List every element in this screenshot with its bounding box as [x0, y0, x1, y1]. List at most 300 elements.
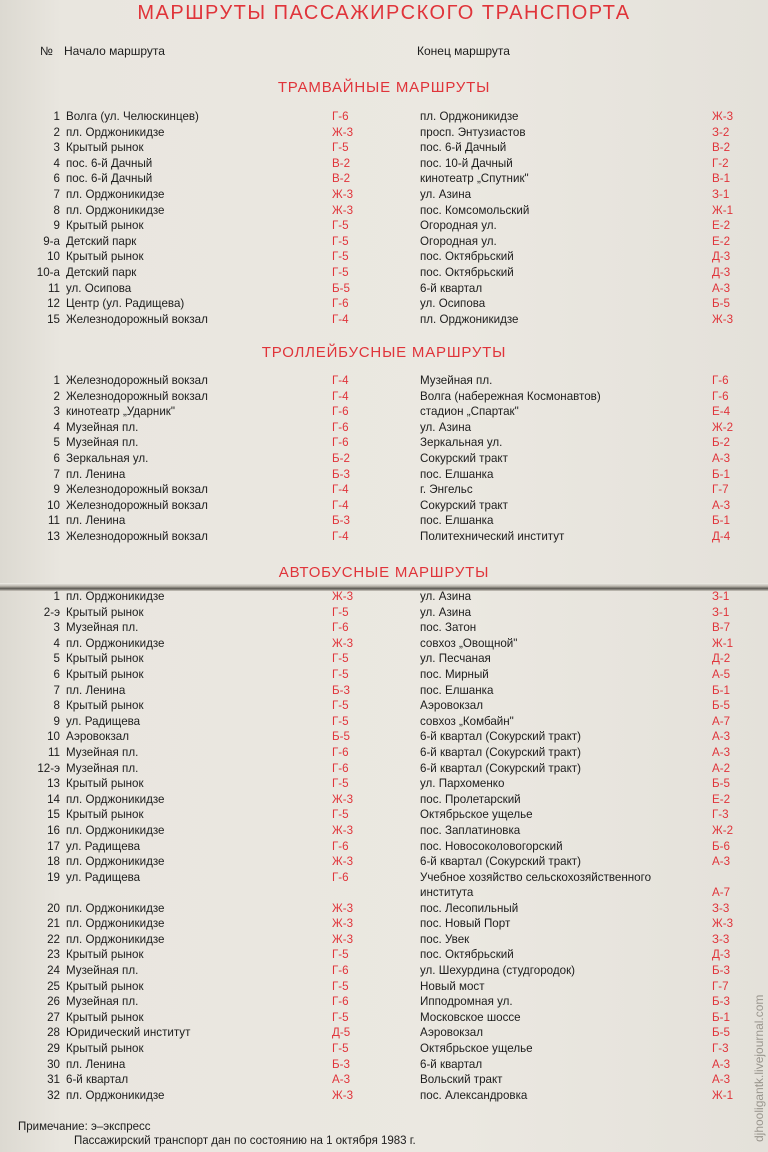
route-number: 11	[47, 745, 60, 759]
route-start-grid: Ж-3	[332, 855, 354, 869]
route-end: пос. Елшанка	[420, 467, 494, 481]
route-start: пл. Орджоникидзе	[66, 590, 165, 603]
route-start: Крытый рынок	[66, 667, 144, 681]
route-end-grid: Ж-2	[712, 420, 734, 434]
page-title: МАРШРУТЫ ПАССАЖИРСКОГО ТРАНСПОРТА	[137, 2, 631, 24]
route-end: Октябрьское ущелье	[420, 1042, 533, 1056]
route-end: совхоз „Комбайн"	[420, 714, 514, 728]
route-row	[0, 451, 768, 467]
route-end-grid: Д-3	[712, 265, 731, 279]
route-start-grid: Д-5	[332, 1026, 351, 1040]
route-number: 22	[47, 932, 60, 946]
route-end-grid: А-3	[712, 745, 731, 759]
route-number: 15	[47, 808, 60, 822]
route-end-grid: З-1	[712, 187, 730, 201]
route-row	[0, 1025, 768, 1041]
route-number: 28	[47, 1026, 60, 1040]
route-start-grid: Г-5	[332, 250, 349, 264]
route-start: ул. Осипова	[66, 281, 132, 295]
route-number: 32	[47, 1088, 60, 1102]
route-end: 6-й квартал (Сокурский тракт)	[420, 745, 581, 759]
route-start-grid: Г-5	[332, 1042, 349, 1056]
route-start: пл. Орджоникидзе	[66, 636, 165, 650]
route-end: 6-й квартал (Сокурский тракт)	[420, 730, 581, 744]
route-number: 23	[47, 948, 60, 962]
route-end-grid: З-2	[712, 125, 730, 139]
route-row	[0, 420, 768, 436]
route-row	[0, 373, 768, 389]
route-row	[0, 467, 768, 483]
route-end: совхоз „Овощной"	[420, 636, 518, 650]
route-start-grid: Г-4	[332, 389, 349, 403]
route-start: Детский парк	[66, 265, 137, 279]
route-end: пос. Заплатиновка	[420, 823, 521, 837]
route-row	[0, 605, 768, 621]
route-end-grid: Ж-1	[712, 636, 734, 650]
route-start-grid: Г-6	[332, 870, 349, 884]
route-start: Музейная пл.	[66, 420, 139, 434]
route-start-grid: Б-5	[332, 730, 350, 744]
route-number: 21	[47, 917, 60, 931]
route-end: Новый мост	[420, 979, 485, 993]
route-start-grid: Г-6	[332, 420, 349, 434]
route-number: 26	[47, 995, 60, 1009]
route-start-grid: Г-4	[332, 374, 349, 387]
route-number: 15	[47, 312, 60, 326]
route-number: 2	[53, 389, 60, 403]
route-row	[0, 1088, 768, 1104]
route-end: Волга (набережная Космонавтов)	[420, 389, 601, 403]
route-row	[0, 683, 768, 699]
route-end: пос. Пролетарский	[420, 792, 521, 806]
route-start-grid: Г-6	[332, 839, 349, 853]
route-end-grid: Ж-3	[712, 917, 734, 931]
route-end: Ипподромная ул.	[420, 995, 513, 1009]
route-number: 6	[53, 451, 60, 465]
route-row	[0, 389, 768, 405]
route-start: пл. Орджоникидзе	[66, 125, 165, 139]
route-end-grid: Б-5	[712, 1026, 730, 1040]
route-number: 7	[53, 683, 60, 697]
route-start-grid: Г-5	[332, 141, 349, 155]
route-start: Музейная пл.	[66, 964, 139, 978]
route-start: Аэровокзал	[66, 730, 130, 744]
route-start: пл. Орджоникидзе	[66, 901, 165, 915]
route-start-grid: Ж-3	[332, 932, 354, 946]
route-row	[0, 807, 768, 823]
route-start-grid: Г-5	[332, 777, 349, 791]
route-row	[0, 761, 768, 777]
route-number: 3	[53, 141, 60, 155]
trolley-routes-table	[0, 373, 768, 545]
route-end-grid: Б-1	[712, 1010, 730, 1024]
route-number: 12	[47, 297, 60, 311]
trolley-section-heading: ТРОЛЛЕЙБУСНЫЕ МАРШРУТЫ	[261, 344, 507, 361]
route-end-grid: Ж-2	[712, 823, 734, 837]
route-row	[0, 823, 768, 839]
route-end-grid: Б-1	[712, 514, 730, 528]
route-end: кинотеатр „Спутник"	[420, 172, 529, 186]
route-row	[0, 870, 768, 901]
route-start: Музейная пл.	[66, 745, 139, 759]
route-row	[0, 714, 768, 730]
route-start: 6-й квартал	[66, 1073, 129, 1087]
route-start: пл. Орджоникидзе	[66, 203, 165, 217]
route-end-grid: Г-3	[712, 808, 729, 822]
route-number: 2-э	[43, 605, 60, 619]
route-row	[0, 140, 768, 156]
route-end: пл. Орджоникидзе	[420, 312, 519, 326]
route-end: пл. Орджоникидзе	[420, 110, 519, 123]
route-start-grid: Г-6	[332, 745, 349, 759]
route-row	[0, 1041, 768, 1057]
route-end-grid: Г-6	[712, 374, 729, 387]
route-end-grid: Б-6	[712, 839, 730, 853]
route-start-grid: Ж-3	[332, 792, 354, 806]
route-start: пл. Орджоникидзе	[66, 917, 165, 931]
route-row	[0, 745, 768, 761]
route-row	[0, 218, 768, 234]
route-start: Крытый рынок	[66, 141, 144, 155]
route-row	[0, 513, 768, 529]
route-end-grid: Е-2	[712, 234, 731, 248]
route-start: Железнодорожный вокзал	[66, 374, 208, 387]
route-number: 9	[53, 219, 60, 233]
route-end-grid: Д-3	[712, 250, 731, 264]
route-row	[0, 265, 768, 281]
route-number: 4	[53, 156, 60, 170]
route-number: 6	[53, 667, 60, 681]
route-row	[0, 404, 768, 420]
route-row	[0, 482, 768, 498]
route-end: Аэровокзал	[420, 699, 484, 713]
route-row	[0, 171, 768, 187]
route-number: 25	[47, 979, 60, 993]
route-end-grid: Б-1	[712, 467, 730, 481]
route-end-grid: В-1	[712, 172, 731, 186]
route-end-grid: Б-1	[712, 683, 730, 697]
route-end: пос. Новосоколовогорский	[420, 839, 563, 853]
route-start-grid: Г-4	[332, 483, 349, 497]
route-start: пл. Орджоникидзе	[66, 1088, 165, 1102]
route-end-grid: Б-2	[712, 436, 730, 450]
route-start-grid: Б-3	[332, 467, 350, 481]
route-end: пос. Октябрьский	[420, 265, 514, 279]
route-end: ул. Азина	[420, 605, 472, 619]
route-start-grid: Г-5	[332, 265, 349, 279]
route-start-grid: Б-3	[332, 1057, 350, 1071]
route-start-grid: Ж-3	[332, 590, 354, 603]
route-number: 13	[47, 777, 60, 791]
route-start-grid: Г-5	[332, 808, 349, 822]
route-number: 9	[53, 483, 60, 497]
route-end: пос. Лесопильный	[420, 901, 519, 915]
bus-section-heading: АВТОБУСНЫЕ МАРШРУТЫ	[278, 564, 490, 581]
route-number: 4	[53, 636, 60, 650]
route-end-grid: Б-5	[712, 777, 730, 791]
route-start: Крытый рынок	[66, 777, 144, 791]
route-number: 18	[47, 855, 60, 869]
route-start: Крытый рынок	[66, 699, 144, 713]
route-number: 6	[53, 172, 60, 186]
route-row	[0, 125, 768, 141]
route-row	[0, 498, 768, 514]
route-start: пл. Ленина	[66, 1057, 126, 1071]
route-end-grid: З-3	[712, 901, 730, 915]
route-end: просп. Энтузиастов	[420, 125, 526, 139]
route-end-grid: Д-2	[712, 652, 731, 666]
footnote-date: Пассажирский транспорт дан по состоянию на 1 октября 1983 г.	[74, 1135, 416, 1147]
route-start-grid: Ж-3	[332, 901, 354, 915]
route-start-grid: Б-5	[332, 281, 350, 295]
route-start-grid: Б-2	[332, 451, 350, 465]
footnote-express: Примечание: э–экспресс	[18, 1121, 151, 1133]
route-start: Железнодорожный вокзал	[66, 312, 208, 326]
route-start-grid: Б-3	[332, 683, 350, 697]
route-start: Зеркальная ул.	[66, 451, 149, 465]
route-row	[0, 776, 768, 792]
route-end: пос. Мирный	[420, 667, 489, 681]
route-end-grid: Г-6	[712, 389, 729, 403]
route-start-grid: Ж-3	[332, 823, 354, 837]
route-end-grid: Е-2	[712, 219, 731, 233]
route-end: ул. Шехурдина (студгородок)	[420, 964, 576, 978]
route-end-grid: А-3	[712, 1073, 731, 1087]
route-start: пос. 6-й Дачный	[66, 156, 153, 170]
route-end: пос. Октябрьский	[420, 948, 514, 962]
route-start-grid: В-2	[332, 172, 351, 186]
route-start: кинотеатр „Ударник"	[66, 405, 175, 419]
column-start-header: Начало маршрута	[64, 44, 165, 58]
route-end-grid: Ж-1	[712, 203, 734, 217]
route-end-grid: В-2	[712, 141, 731, 155]
route-row	[0, 667, 768, 683]
route-end-grid: Г-3	[712, 1042, 729, 1056]
route-start-grid: Г-6	[332, 995, 349, 1009]
route-end: Огородная ул.	[420, 234, 497, 248]
route-end: пос. Елшанка	[420, 514, 494, 528]
route-end-grid: Е-4	[712, 405, 731, 419]
route-start-grid: Ж-3	[332, 187, 354, 201]
route-start-grid: Г-6	[332, 964, 349, 978]
route-start: Железнодорожный вокзал	[66, 389, 208, 403]
route-number: 11	[47, 514, 60, 528]
route-number: 27	[47, 1010, 60, 1024]
route-end-grid: А-3	[712, 498, 731, 512]
route-number: 10	[47, 498, 60, 512]
route-end-grid: А-5	[712, 667, 731, 681]
route-start-grid: Ж-3	[332, 125, 354, 139]
route-number: 3	[53, 405, 60, 419]
route-end-continued: института	[420, 886, 474, 900]
route-end: ул. Осипова	[420, 297, 486, 311]
route-number: 11	[47, 281, 60, 295]
route-end: Октябрьское ущелье	[420, 808, 533, 822]
route-start: Крытый рынок	[66, 605, 144, 619]
route-end: 6-й квартал (Сокурский тракт)	[420, 855, 581, 869]
route-end: пос. Комсомольский	[420, 203, 530, 217]
route-start: пл. Орджоникидзе	[66, 855, 165, 869]
route-row	[0, 589, 768, 605]
route-end-grid: З-3	[712, 932, 730, 946]
route-end-grid: Б-3	[712, 964, 730, 978]
route-start: ул. Радищева	[66, 714, 141, 728]
route-start-grid: Г-5	[332, 979, 349, 993]
route-start: Крытый рынок	[66, 250, 144, 264]
route-start-grid: Г-4	[332, 312, 349, 326]
route-start-grid: Г-5	[332, 699, 349, 713]
route-end: Аэровокзал	[420, 1026, 484, 1040]
route-start-grid: Г-6	[332, 110, 349, 123]
route-start: пл. Орджоникидзе	[66, 792, 165, 806]
route-start: пл. Орджоникидзе	[66, 932, 165, 946]
route-end: ул. Пархоменко	[420, 777, 505, 791]
route-start: Крытый рынок	[66, 808, 144, 822]
route-start-grid: Г-5	[332, 605, 349, 619]
route-start: Центр (ул. Радищева)	[66, 297, 185, 311]
route-row	[0, 1057, 768, 1073]
route-row	[0, 947, 768, 963]
route-row	[0, 994, 768, 1010]
route-number: 2	[53, 125, 60, 139]
route-row	[0, 620, 768, 636]
route-end: Сокурский тракт	[420, 451, 508, 465]
route-end-grid: А-3	[712, 451, 731, 465]
route-row	[0, 296, 768, 312]
watermark: djhooligantk.livejournal.com	[752, 994, 766, 1142]
route-end-grid: А-3	[712, 730, 731, 744]
route-number: 9-а	[43, 234, 60, 248]
route-start: Крытый рынок	[66, 1010, 144, 1024]
route-number: 10	[47, 730, 60, 744]
route-number: 24	[47, 964, 60, 978]
route-end-grid: З-1	[712, 590, 730, 603]
route-row	[0, 203, 768, 219]
route-number: 14	[47, 792, 60, 806]
route-end-grid: Г-2	[712, 156, 729, 170]
route-start-grid: Г-6	[332, 436, 349, 450]
route-end: стадион „Спартак"	[420, 405, 519, 419]
route-end-grid: Г-7	[712, 979, 729, 993]
route-start: Волга (ул. Челюскинцев)	[66, 110, 199, 123]
route-row	[0, 187, 768, 203]
route-start: пл. Ленина	[66, 683, 126, 697]
route-row	[0, 249, 768, 265]
route-end: пос. 10-й Дачный	[420, 156, 513, 170]
route-start-grid: Г-6	[332, 297, 349, 311]
route-start: пл. Орджоникидзе	[66, 823, 165, 837]
route-start: Крытый рынок	[66, 652, 144, 666]
route-start: ул. Радищева	[66, 839, 141, 853]
route-row	[0, 529, 768, 545]
route-number: 29	[47, 1042, 60, 1056]
route-start-grid: Г-5	[332, 219, 349, 233]
route-end-grid: Д-4	[712, 529, 731, 543]
route-start-grid: Ж-3	[332, 636, 354, 650]
route-start-grid: Ж-3	[332, 203, 354, 217]
route-number: 19	[47, 870, 60, 884]
route-start: Железнодорожный вокзал	[66, 483, 208, 497]
route-end: Вольский тракт	[420, 1073, 503, 1087]
route-row	[0, 901, 768, 917]
route-end: пос. 6-й Дачный	[420, 141, 507, 155]
route-end: пос. Александровка	[420, 1088, 528, 1102]
route-number: 5	[53, 436, 60, 450]
route-end: г. Энгельс	[420, 483, 473, 497]
route-start-grid: Г-5	[332, 667, 349, 681]
route-end-grid: А-3	[712, 1057, 731, 1071]
route-number: 12-э	[37, 761, 60, 775]
route-start-grid: Г-5	[332, 714, 349, 728]
route-number: 16	[47, 823, 60, 837]
route-end: Политехнический институт	[420, 529, 565, 543]
route-start-grid: Г-6	[332, 621, 349, 635]
route-end: ул. Песчаная	[420, 652, 491, 666]
route-end: пос. Новый Порт	[420, 917, 511, 931]
route-end-grid: Г-7	[712, 483, 729, 497]
route-end-grid: Ж-3	[712, 312, 734, 326]
route-number: 17	[47, 839, 60, 853]
route-row	[0, 792, 768, 808]
route-end-grid: Ж-3	[712, 110, 734, 123]
route-row	[0, 1010, 768, 1026]
route-start: пл. Орджоникидзе	[66, 187, 165, 201]
route-start: Музейная пл.	[66, 436, 139, 450]
route-number: 31	[47, 1073, 60, 1087]
route-end: Зеркальная ул.	[420, 436, 503, 450]
route-end-grid: Е-2	[712, 792, 731, 806]
route-row	[0, 636, 768, 652]
route-row	[0, 854, 768, 870]
route-end: пос. Елшанка	[420, 683, 494, 697]
route-number: 7	[53, 467, 60, 481]
route-start-grid: Г-6	[332, 761, 349, 775]
route-number: 10-а	[36, 265, 60, 279]
route-start: Музейная пл.	[66, 761, 139, 775]
column-number-header: №	[40, 44, 53, 58]
route-end: ул. Азина	[420, 420, 472, 434]
route-row	[0, 234, 768, 250]
route-number: 8	[53, 203, 60, 217]
route-end: пос. Октябрьский	[420, 250, 514, 264]
route-start-grid: Б-3	[332, 514, 350, 528]
route-row	[0, 156, 768, 172]
route-end-grid: А-3	[712, 281, 731, 295]
route-end: Московское шоссе	[420, 1010, 521, 1024]
route-end: пос. Затон	[420, 621, 477, 635]
route-start-grid: Г-4	[332, 498, 349, 512]
route-row	[0, 979, 768, 995]
route-row	[0, 916, 768, 932]
route-end-grid: А-7	[712, 886, 731, 900]
route-row	[0, 839, 768, 855]
route-row	[0, 698, 768, 714]
route-start: Крытый рынок	[66, 219, 144, 233]
route-start: Крытый рынок	[66, 979, 144, 993]
route-end-grid: Б-5	[712, 699, 730, 713]
route-end-grid: Д-3	[712, 948, 731, 962]
route-start: пос. 6-й Дачный	[66, 172, 153, 186]
route-end: 6-й квартал	[420, 281, 483, 295]
route-end-grid: А-3	[712, 855, 731, 869]
route-start: Юридический институт	[66, 1026, 191, 1040]
route-start: ул. Радищева	[66, 870, 141, 884]
column-end-header: Конец маршрута	[417, 44, 510, 58]
route-row	[0, 312, 768, 328]
tram-routes-table	[0, 109, 768, 327]
route-row	[0, 651, 768, 667]
route-row	[0, 963, 768, 979]
